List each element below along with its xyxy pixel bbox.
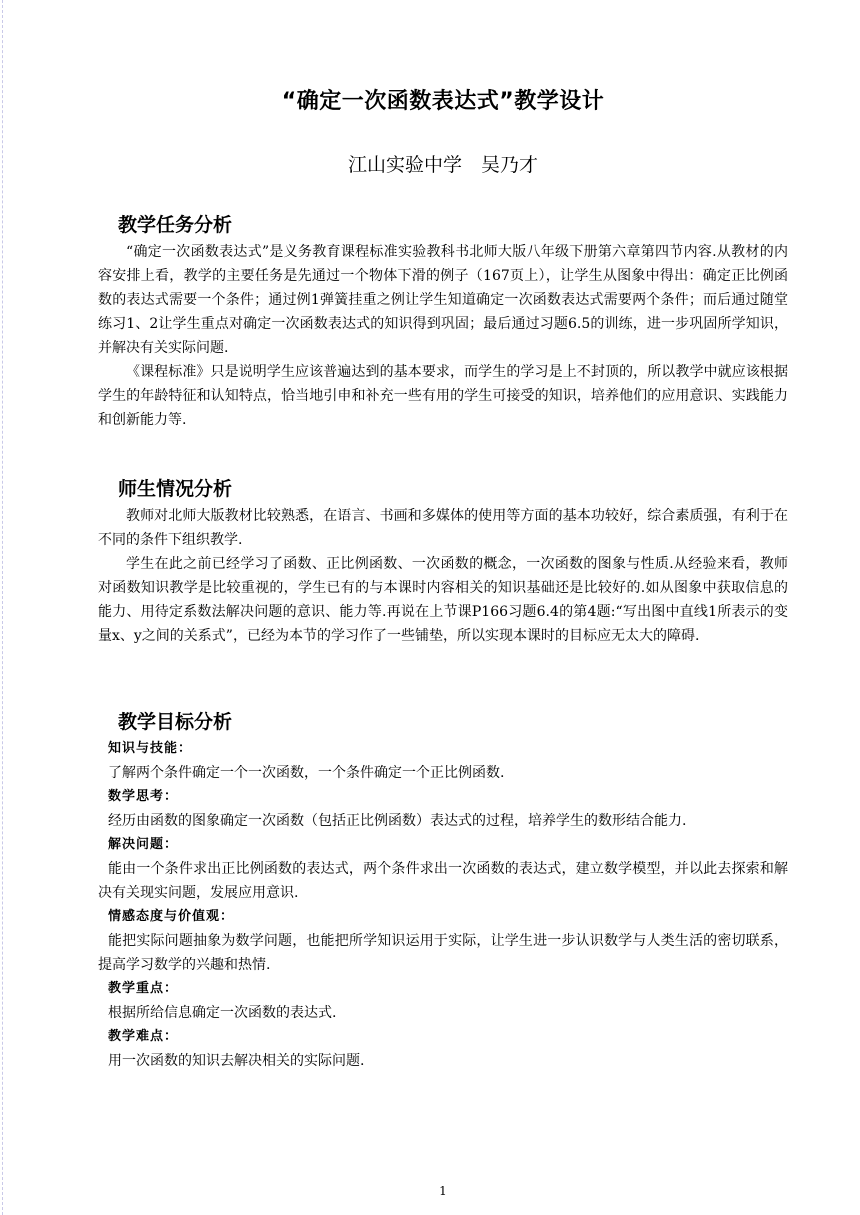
section-heading: 教学目标分析 <box>118 711 233 733</box>
objective-label: 数学思考： <box>108 789 179 804</box>
objective-label: 解决问题： <box>108 837 179 852</box>
paragraph: 教师对北师大版教材比较熟悉，在语言、书画和多媒体的使用等方面的基本功较好，综合素质强，有利于在不同的条件下组织教学. <box>98 508 788 548</box>
author-line: 江山实验中学 吴乃才 <box>347 154 538 176</box>
section-teacher-student-analysis <box>98 476 788 648</box>
objective-text: 能把实际问题抽象为数学问题，也能把所学知识运用于实际，让学生进一步认识数学与人类生活的密切联系，提高学习数学的兴趣和热情. <box>98 933 788 973</box>
objective-label: 情感态度与价值观： <box>108 909 235 924</box>
section-heading: 师生情况分析 <box>118 478 233 500</box>
difficulty-text: 用一次函数的知识去解决相关的实际问题. <box>108 1053 365 1069</box>
paragraph: “确定一次函数表达式”是义务教育课程标准实验教科书北师大版八年级下册第六章第四节内容.从教材的内容安排上看，教学的主要任务是先通过一个物体下滑的例子（167页上），让学生从图象中得出：确定正比例函数的表达式需要一个条件；通过例1弹簧挂重之例让学生知道确定一次函数表达式需要两个条件；而后通过随堂练习1、2让学生重点对确定一次函数表达式的知识得到巩固；最后通过习题6.5的训练，进一步巩固所学知识，并解决有关实际问题. <box>98 244 788 356</box>
section-heading: 教学任务分析 <box>118 214 233 236</box>
objective-text: 了解两个条件确定一个一次函数，一个条件确定一个正比例函数. <box>108 765 505 781</box>
section-objectives-analysis <box>98 709 788 1073</box>
page-number: 1 <box>439 1184 447 1198</box>
document-title: “确定一次函数表达式”教学设计 <box>281 89 605 114</box>
objective-label: 知识与技能： <box>108 741 193 756</box>
objective-text: 经历由函数的图象确定一次函数（包括正比例函数）表达式的过程，培养学生的数形结合能力. <box>108 813 687 829</box>
difficulty-label: 教学难点： <box>108 1029 179 1044</box>
paragraph: 学生在此之前已经学习了函数、正比例函数、一次函数的概念，一次函数的图象与性质.从经验来看，教师对函数知识教学是比较重视的，学生已有的与本课时内容相关的知识基础还是比较好的.如从图象中获取信息的能力、用待定系数法解决问题的意识、能力等.再说在上节课P166习题6.4的第4题:“写出图中直线1所表示的变量x、y之间的关系式”，已经为本节的学习作了一些铺垫，所以实现本课时的目标应无太大的障碍. <box>98 556 788 644</box>
key-point-text: 根据所给信息确定一次函数的表达式. <box>108 1005 337 1021</box>
paragraph: 《课程标准》只是说明学生应该普遍达到的基本要求，而学生的学习是上不封顶的，所以教学中就应该根据学生的年龄特征和认知特点，恰当地引申和补充一些有用的学生可接受的知识，培养他们的应用意识、实践能力和创新能力等. <box>98 364 788 428</box>
key-point-label: 教学重点： <box>108 981 179 996</box>
page-edge-guide <box>2 0 3 1215</box>
objective-text: 能由一个条件求出正比例函数的表达式，两个条件求出一次函数的表达式，建立数学模型，并以此去探索和解决有关现实问题，发展应用意识. <box>98 861 788 901</box>
section-task-analysis <box>98 212 788 432</box>
